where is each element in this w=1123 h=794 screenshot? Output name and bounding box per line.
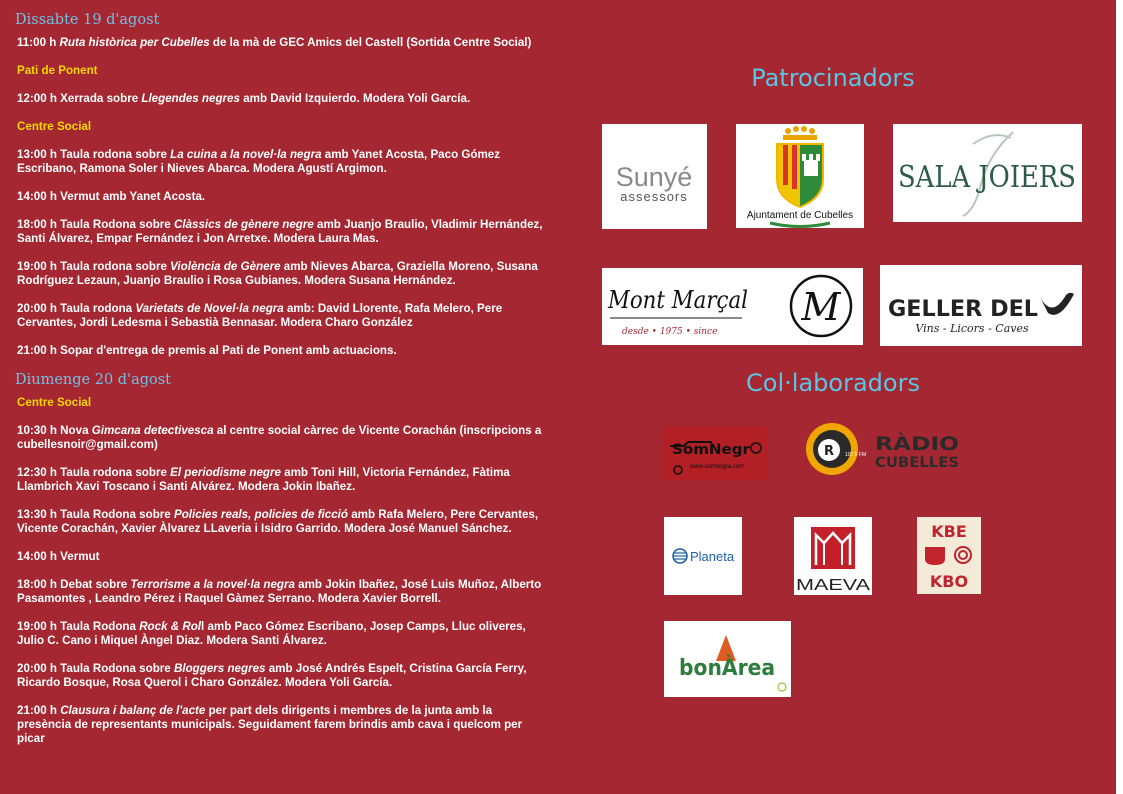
venue-label: Centre Social: [17, 120, 92, 133]
entry-text: l amb Paco Gómez Escribano, Josep Camps, Lluc oliveres, Julio C. Cano i Miquel Àngel Diaz. Modera Santi Álvarez.: [17, 620, 526, 647]
planeta-name: Planeta: [690, 549, 735, 564]
entry-text: amb Jokin Ibañez, José Luis Muñoz, Alberto Pasamontes , Leandro Pérez i Raquel Gàmez Serrano. Modera Xavier Borrell.: [17, 578, 542, 605]
entry-title: Llegendes negres: [141, 92, 240, 105]
entry-text: 21:00 h Sopar d'entrega de premis al Pati de Ponent amb actuacions.: [17, 344, 397, 357]
program-entry: [17, 260, 547, 288]
cup-icon: [925, 547, 945, 565]
entry-text: amb Yanet Acosta, Paco Gómez Escribano, Ramona Soler i Nieves Abarca. Modera Agustí Argimon.: [17, 148, 501, 175]
sunye-logo: [602, 124, 707, 229]
entry-text: per part dels dirigents i membres de la junta amb la presència de representants municipals. Seguidament farem brindis amb cava i quelcom per picar: [17, 704, 523, 745]
program-entry: [17, 704, 547, 746]
program-entry: [17, 148, 547, 176]
entry-text: 21:00 h: [17, 704, 61, 717]
shield-icon: [776, 143, 824, 208]
mont-marcal-since: desde • 1975 • since: [622, 327, 718, 337]
venue-label: Centre Social: [17, 396, 92, 409]
kbe-top: KBE: [931, 522, 967, 541]
program-entry: [17, 190, 547, 204]
day-heading: Dissabte 19 d'agost: [15, 12, 160, 28]
radio-freq: 107.5 FM: [845, 452, 867, 458]
entry-title: Ruta històrica per Cubelles: [59, 36, 210, 49]
entry-title: Clausura i balanç de l'acte: [60, 704, 206, 717]
program-entry: [17, 218, 547, 246]
spiral-icon: [955, 547, 971, 563]
entry-text: 19:00 h Taula rodona sobre: [17, 260, 171, 273]
program-entry: [17, 508, 547, 536]
program-entry: [17, 424, 547, 452]
mont-marcal-name: Mont Marçal: [607, 286, 748, 314]
maeva-logo: [794, 517, 872, 595]
day-heading: Diumenge 20 d'agost: [15, 372, 171, 388]
entry-text: 14:00 h Vermut amb Yanet Acosta.: [17, 190, 206, 203]
crown-icon: [783, 126, 817, 140]
planeta-logo: [664, 517, 742, 595]
program-entry: [17, 344, 547, 358]
sala-joiers-text: SALA JOIERS: [898, 160, 1076, 195]
entry-text: 13:30 h Taula Rodona sobre: [17, 508, 174, 521]
somnegra-name: SomNegr: [672, 442, 751, 458]
entry-text: 19:00 h Taula Rodona: [17, 620, 140, 633]
kbe-bottom: KBO: [929, 572, 969, 591]
entry-title: Bloggers negres: [173, 662, 266, 675]
entry-text: amb José Andrés Espelt, Cristina García Ferry, Ricardo Bosque, Rosa Querol i Charo González. Modera Yoli García.: [17, 662, 527, 689]
program-entry: [17, 36, 547, 50]
sunye-sub: assessors: [620, 189, 688, 204]
entry-text: amb Toni Hill, Victoria Fernández, Fàtima Llambrich Xavi Toscano i Santi Alvárez. Modera Jokin Ibañez.: [17, 466, 510, 493]
program-entry: [17, 302, 547, 330]
entry-title: La cuina a la novel·la negra: [170, 148, 322, 161]
program-entry: [17, 92, 547, 106]
mont-marcal-logo: [602, 268, 863, 345]
entry-text: al centre social càrrec de Vicente Corachán (inscripcions a cubellesnoir@gmail.com): [17, 424, 542, 451]
sponsors-heading: Patrocinadors: [751, 64, 915, 92]
program-column: [17, 10, 547, 760]
ajuntament-logo: [736, 124, 864, 228]
program-entry: [17, 466, 547, 494]
collaborators-heading: Col·laboradors: [746, 369, 920, 397]
entry-text: 11:00 h: [17, 36, 60, 49]
somnegra-web: www.somnegra.com: [690, 464, 745, 470]
kbe-logo: [917, 517, 981, 594]
sunye-name: Sunyé: [615, 162, 693, 192]
celler-logo: [880, 265, 1082, 346]
entry-text: amb David Izquierdo. Modera Yoli García.: [239, 92, 471, 105]
entry-text: amb Nieves Abarca, Graziella Moreno, Susana Rodríguez Lezaun, Juanjo Braulio i Rosa Gubianes. Modera Susana Hernández.: [17, 260, 538, 287]
bonarea-name: bonÀrea: [679, 656, 784, 681]
entry-title: El periodisme negre: [170, 466, 281, 479]
entry-text: 14:00 h Vermut: [17, 550, 100, 563]
program-entry: [17, 662, 547, 690]
radio-letter: R: [823, 444, 835, 459]
radio-cubelles-logo: [805, 422, 961, 476]
entry-text: de la mà de GEC Amics del Castell (Sortida Centre Social): [209, 36, 532, 49]
celler-sub: Vins - Licors - Caves: [915, 322, 1029, 335]
bonarea-logo: [664, 621, 791, 697]
entry-title: Terrorisme a la novel·la negra: [130, 578, 295, 591]
entry-title: Policies reals, policies de ficció: [173, 508, 348, 521]
entry-text: amb Juanjo Braulio, Vladimir Hernández, Santi Álvarez, Empar Fernández i Jon Arretxe. Modera Laura Mas.: [17, 218, 543, 245]
entry-text: amb: David Llorente, Rafa Melero, Pere Cervantes, Jordi Ledesma i Sebastià Bennasar. Modera Charo González: [17, 302, 503, 329]
handcuff-icon: [674, 466, 682, 474]
globe-icon: [673, 549, 687, 563]
program-entry: [17, 550, 547, 564]
program-entry: [17, 620, 547, 648]
entry-text: 20:00 h Taula rodona: [17, 302, 136, 315]
ajuntament-caption: Ajuntament de Cubelles: [746, 210, 854, 221]
entry-text: 20:00 h Taula Rodona sobre: [17, 662, 174, 675]
entry-title: Varietats de Novel·la negra: [135, 302, 284, 315]
program-entry: [17, 578, 547, 606]
entry-text: 18:00 h Debat sobre: [17, 578, 131, 591]
somnegra-logo: [664, 426, 767, 480]
moustache-icon: [1040, 293, 1074, 315]
entry-title: Rock & Rol: [139, 620, 202, 633]
entry-text: 13:00 h Taula rodona sobre: [17, 148, 171, 161]
entry-text: 10:30 h Nova: [17, 424, 92, 437]
venue-label: Pati de Ponent: [17, 64, 98, 77]
entry-text: 12:00 h Xerrada sobre: [17, 92, 142, 105]
entry-text: 18:00 h Taula Rodona sobre: [17, 218, 174, 231]
celler-name: GELLER DEL: [888, 297, 1038, 322]
entry-title: Violència de Gènere: [170, 260, 281, 273]
radio-sub: CUBELLES: [875, 455, 959, 471]
radio-name: RÀDIO: [875, 433, 944, 455]
entry-title: Clàssics de gènere negre: [173, 218, 314, 231]
entry-title: Gimcana detectivesca: [91, 424, 214, 437]
entry-text: amb Rafa Melero, Pere Cervantes, Vicente Corachán, Xavier Àlvarez LLaveria i Isidro Garrido. Modera José Manuel Sánchez.: [17, 508, 539, 535]
entry-text: 12:30 h Taula rodona sobre: [17, 466, 171, 479]
sala-joiers-logo: [893, 124, 1082, 222]
maeva-name: MAEVA: [796, 577, 871, 594]
mont-marcal-monogram: M: [801, 285, 841, 329]
